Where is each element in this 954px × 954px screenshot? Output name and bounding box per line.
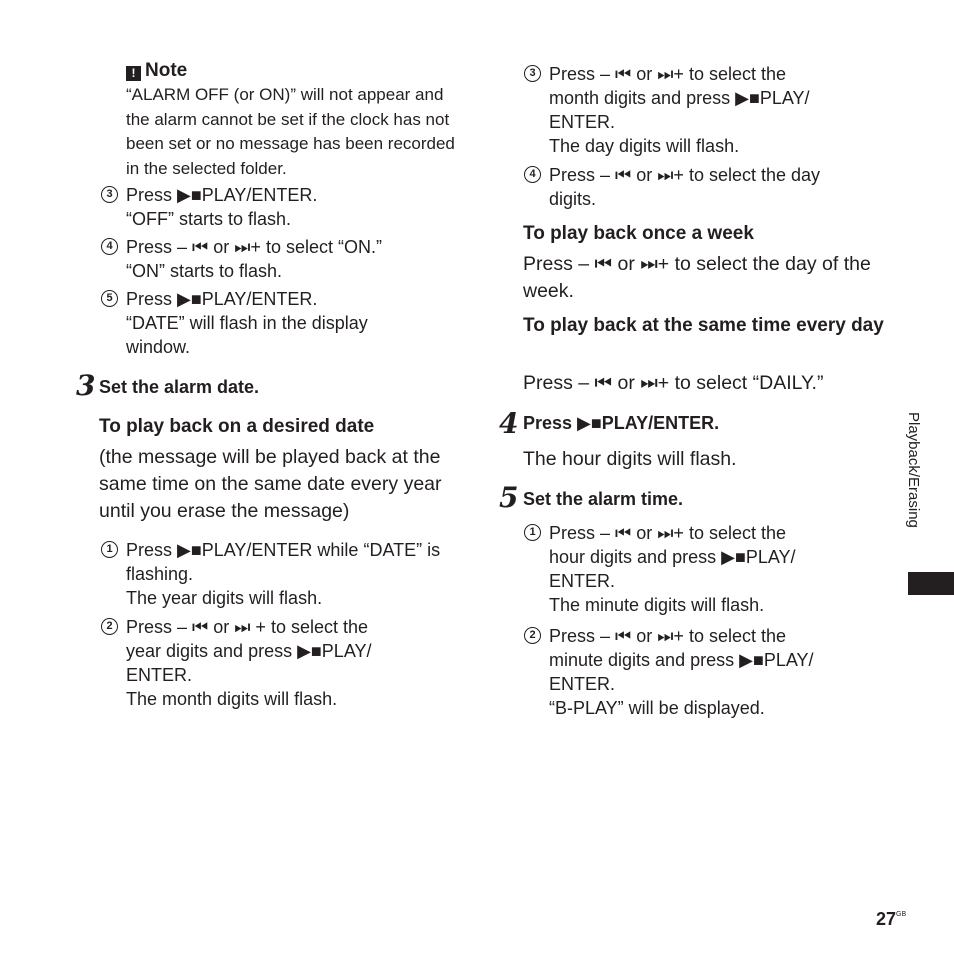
circled-number: 2 xyxy=(524,627,541,644)
step-number-5: 5 xyxy=(499,481,519,514)
step-5-label: Set the alarm time. xyxy=(523,489,684,509)
left-step-1: 1 Press ▶■PLAY/ENTER while “DATE” is flashing. The year digits will flash. xyxy=(126,538,456,610)
right-step-1: 1 Press – ⏮ or ⏭+ to select the hour digits and press ▶■PLAY/ ENTER. The minute digits will flash. xyxy=(549,521,889,617)
same-time-heading: To play back at the same time every day xyxy=(523,315,884,336)
desired-date-text: (the message will be played back at the same time on the same date every year until you erase the message) xyxy=(99,446,442,522)
step-number-3: 3 xyxy=(76,369,96,402)
step-4-text: The hour digits will flash. xyxy=(523,448,737,470)
step-3-label: Set the alarm date. xyxy=(99,377,260,397)
circled-number: 3 xyxy=(524,65,541,82)
circled-number: 1 xyxy=(101,541,118,558)
left-step-3: 3 Press ▶■PLAY/ENTER. “OFF” starts to flash. xyxy=(126,183,446,231)
right-step-3: 3 Press – ⏮ or ⏭+ to select the month digits and press ▶■PLAY/ ENTER. The day digits will flash. xyxy=(549,62,889,158)
circled-number: 2 xyxy=(101,618,118,635)
circled-number: 3 xyxy=(101,186,118,203)
right-step-4: 4 Press – ⏮ or ⏭+ to select the day digits. xyxy=(549,163,889,211)
right-step-2: 2 Press – ⏮ or ⏭+ to select the minute digits and press ▶■PLAY/ ENTER. “B-PLAY” will be displayed. xyxy=(549,624,889,720)
once-week-heading: To play back once a week xyxy=(523,223,754,244)
page-suffix: GB xyxy=(896,911,907,918)
note-icon: ! xyxy=(126,66,141,81)
left-step-2: 2 Press – ⏮ or ⏭ + to select the year digits and press ▶■PLAY/ ENTER. The month digits will flash. xyxy=(126,615,456,711)
note-text: “ALARM OFF (or ON)” will not appear and the alarm cannot be set if the clock has not been set or no message has been recorded in the selected folder. xyxy=(126,85,455,178)
circled-number: 1 xyxy=(524,524,541,541)
circled-number: 4 xyxy=(101,238,118,255)
left-step-5: 5 Press ▶■PLAY/ENTER. “DATE” will flash in the display window. xyxy=(126,287,446,359)
note-title: Note xyxy=(145,60,188,81)
circled-number: 5 xyxy=(101,290,118,307)
step-4-label: Press ▶■PLAY/ENTER. xyxy=(523,413,720,433)
same-time-text: Press – ⏮ or ⏭+ to select “DAILY.” xyxy=(523,372,824,394)
step-number-4: 4 xyxy=(499,407,519,440)
page-number: $27^{GB}$ xyxy=(876,909,907,929)
section-side-label: Playback/Erasing xyxy=(905,412,922,528)
left-step-4: 4 Press – ⏮ or ⏭+ to select “ON.” “ON” starts to flash. xyxy=(126,235,446,283)
desired-date-heading: To play back on a desired date xyxy=(99,416,375,437)
circled-number: 4 xyxy=(524,166,541,183)
note-block xyxy=(126,59,458,181)
once-week-text: Press – ⏮ or ⏭+ to select the day of the week. xyxy=(523,253,871,302)
section-tab-marker xyxy=(908,572,954,595)
